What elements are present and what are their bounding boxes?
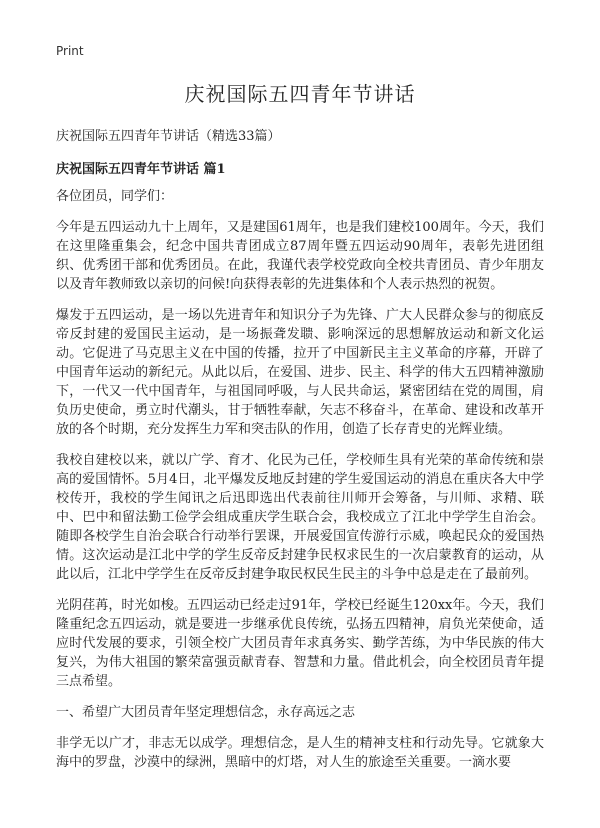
paragraph-3: 我校自建校以来，就以广学、育才、化民为己任，学校师生具有光荣的革命传统和崇高的爱国情怀。5月4日，北平爆发反地反封建的学生爱国运动的消息在重庆各大中学校传开，我校的学生闻讯之后迅即选出代表前往川师开会筹备，与川师、求精、联中、巴中和留法勤工俭学会组成重庆学生联合会，我校成立了江北中学学生自治会。随即各校学生自治会联合行动举行罢课，开展爱国宣传游行示威，唤起民众的爱国热情。这次运动是江北中学的学生反帝反封建争民权求民生的一次启蒙教育的运动，从此以后，江北中学学生在反帝反封建争取民权民生民主的斗争中总是走在了最前列。 [56, 453, 544, 582]
paragraph-6: 非学无以广才，非志无以成学。理想信念，是人生的精神支柱和行动先导。它就象大海中的罗盘，沙漠中的绿洲，黑暗中的灯塔，对人生的旅途至关重要。一滴水要 [56, 736, 544, 770]
print-label[interactable]: Print [56, 44, 84, 58]
document-subtitle: 庆祝国际五四青年节讲话（精选33篇） [56, 129, 281, 144]
section-heading: 庆祝国际五四青年节讲话 篇1 [56, 162, 226, 177]
paragraph-4: 光阴荏苒，时光如梭。五四运动已经走过91年，学校已经诞生120xx年。今天，我们隆重纪念五四运动，就是要进一步继承优良传统，弘扬五四精神，肩负光荣使命，适应时代发展的要求，引领全校广大团员青年求真务实、勤学苦练，为中华民族的伟大复兴，为伟大祖国的繁荣富强贡献青春、智慧和力量。借此机会，向全校团员青年提三点希望。 [56, 598, 544, 689]
paragraph-2: 爆发于五四运动，是一场以先进青年和知识分子为先锋、广大人民群众参与的彻底反帝反封建的爱国民主运动，是一场振聋发聩、影响深远的思想解放运动和新文化运动。它促进了马克思主义在中国的传播，拉开了中国新民主主义革命的序幕，开辟了中国青年运动的新纪元。从此以后，在爱国、进步、民主、科学的伟大五四精神激励下，一代又一代中国青年，与祖国同呼吸，与人民共命运，紧密团结在党的周围，肩负历史使命，勇立时代潮头，甘于牺牲奉献，矢志不移奋斗，在革命、建设和改革开放的各个时期，充分发挥生力军和突击队的作用，创造了长存青史的光辉业绩。 [56, 308, 544, 437]
document-title: 庆祝国际五四青年节讲话 [184, 82, 416, 106]
paragraph-5: 一、希望广大团员青年坚定理想信念，永存高远之志 [56, 705, 356, 720]
paragraph-1: 今年是五四运动九十上周年，又是建国61周年，也是我们建校100周年。今天，我们在这里隆重集会，纪念中国共青团成立87周年暨五四运动90周年，表彰先进团组织、优秀团干部和优秀团员。在此，我谨代表学校党政向全校共青团员、青少年朋友以及青年教师致以亲切的问候!向获得表彰的先进集体和个人表示热烈的祝贺。 [56, 220, 544, 292]
greeting: 各位团员，同学们： [56, 189, 174, 204]
